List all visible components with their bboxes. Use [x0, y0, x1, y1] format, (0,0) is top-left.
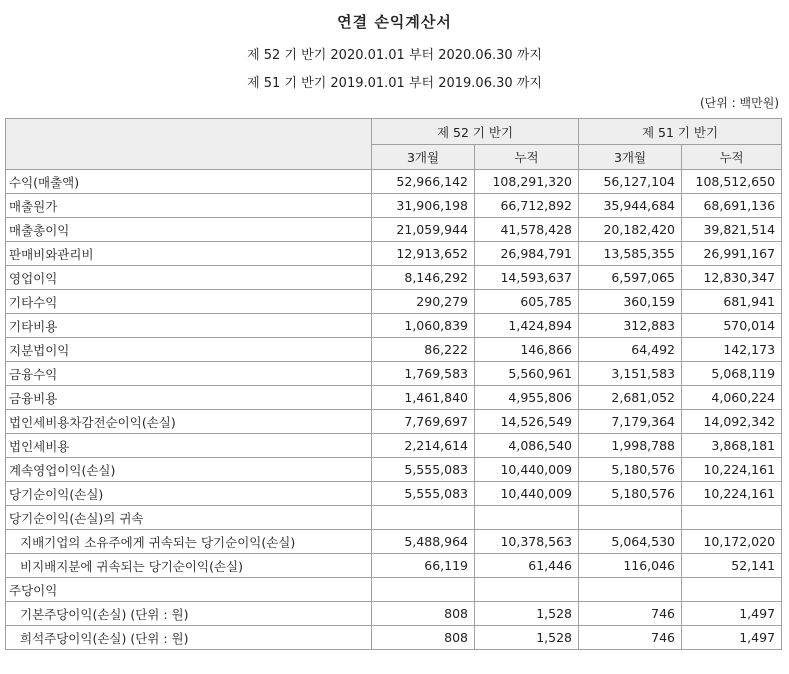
value-current-cumulative: 108,291,320 [475, 170, 579, 194]
period-prior: 제 51 기 반기 2019.01.01 부터 2019.06.30 까지 [247, 76, 542, 91]
header-corner-cell [6, 119, 372, 170]
value-prior-3months: 116,046 [579, 554, 682, 578]
value-prior-3months: 64,492 [579, 338, 682, 362]
income-statement-table [5, 118, 782, 650]
value-prior-cumulative: 1,497 [682, 602, 782, 626]
value-current-cumulative: 4,955,806 [475, 386, 579, 410]
value-current-3months: 1,060,839 [372, 314, 475, 338]
page-title: 연결 손익계산서 [337, 13, 452, 31]
table-row [6, 386, 782, 410]
value-prior-cumulative: 3,868,181 [682, 434, 782, 458]
table-row [6, 290, 782, 314]
table-row [6, 626, 782, 650]
table-row [6, 602, 782, 626]
value-prior-cumulative: 10,224,161 [682, 482, 782, 506]
value-prior-3months: 20,182,420 [579, 218, 682, 242]
table-row [6, 506, 782, 530]
value-current-cumulative: 5,560,961 [475, 362, 579, 386]
value-current-3months: 290,279 [372, 290, 475, 314]
header-current-cumulative: 누적 [475, 145, 579, 170]
value-prior-3months: 6,597,065 [579, 266, 682, 290]
value-prior-3months: 1,998,788 [579, 434, 682, 458]
value-current-cumulative: 1,424,894 [475, 314, 579, 338]
row-label: 매출원가 [6, 194, 372, 218]
value-current-3months: 31,906,198 [372, 194, 475, 218]
value-current-3months: 5,555,083 [372, 482, 475, 506]
table-row [6, 338, 782, 362]
value-prior-3months: 5,180,576 [579, 482, 682, 506]
table-row [6, 242, 782, 266]
value-prior-cumulative [682, 506, 782, 530]
value-prior-cumulative: 681,941 [682, 290, 782, 314]
row-label: 지배기업의 소유주에게 귀속되는 당기순이익(손실) [6, 530, 372, 554]
row-label: 금융비용 [6, 386, 372, 410]
value-current-3months: 8,146,292 [372, 266, 475, 290]
value-current-3months: 2,214,614 [372, 434, 475, 458]
row-label: 지분법이익 [6, 338, 372, 362]
row-label: 주당이익 [6, 578, 372, 602]
value-current-3months: 7,769,697 [372, 410, 475, 434]
value-prior-3months: 35,944,684 [579, 194, 682, 218]
value-prior-cumulative: 5,068,119 [682, 362, 782, 386]
value-prior-cumulative: 39,821,514 [682, 218, 782, 242]
value-prior-cumulative: 26,991,167 [682, 242, 782, 266]
value-current-3months: 808 [372, 626, 475, 650]
value-prior-3months: 13,585,355 [579, 242, 682, 266]
value-prior-cumulative: 10,224,161 [682, 458, 782, 482]
value-current-3months [372, 506, 475, 530]
value-prior-cumulative: 570,014 [682, 314, 782, 338]
header-current-3months: 3개월 [372, 145, 475, 170]
value-current-3months: 52,966,142 [372, 170, 475, 194]
value-current-3months: 5,488,964 [372, 530, 475, 554]
value-prior-3months: 360,159 [579, 290, 682, 314]
value-prior-cumulative: 4,060,224 [682, 386, 782, 410]
table-row [6, 194, 782, 218]
row-label: 당기순이익(손실)의 귀속 [6, 506, 372, 530]
row-label: 매출총이익 [6, 218, 372, 242]
value-prior-3months: 746 [579, 626, 682, 650]
value-prior-cumulative: 14,092,342 [682, 410, 782, 434]
row-label: 비지배지분에 귀속되는 당기순이익(손실) [6, 554, 372, 578]
row-label: 판매비와관리비 [6, 242, 372, 266]
value-current-3months: 66,119 [372, 554, 475, 578]
row-label: 기본주당이익(손실) (단위 : 원) [6, 602, 372, 626]
row-label: 기타비용 [6, 314, 372, 338]
value-current-cumulative: 10,440,009 [475, 458, 579, 482]
row-label: 당기순이익(손실) [6, 482, 372, 506]
value-current-cumulative: 1,528 [475, 602, 579, 626]
value-prior-3months: 7,179,364 [579, 410, 682, 434]
value-current-cumulative: 1,528 [475, 626, 579, 650]
table-row [6, 530, 782, 554]
value-current-cumulative: 146,866 [475, 338, 579, 362]
value-current-3months: 21,059,944 [372, 218, 475, 242]
value-current-cumulative: 605,785 [475, 290, 579, 314]
value-prior-cumulative: 52,141 [682, 554, 782, 578]
value-current-3months: 1,461,840 [372, 386, 475, 410]
row-label: 금융수익 [6, 362, 372, 386]
value-prior-3months: 5,064,530 [579, 530, 682, 554]
table-row [6, 458, 782, 482]
header-period-prior: 제 51 기 반기 [579, 119, 782, 145]
value-prior-cumulative: 12,830,347 [682, 266, 782, 290]
table-row [6, 482, 782, 506]
value-current-3months: 1,769,583 [372, 362, 475, 386]
header-prior-3months: 3개월 [579, 145, 682, 170]
value-current-cumulative [475, 506, 579, 530]
table-row [6, 410, 782, 434]
table-row [6, 578, 782, 602]
value-prior-3months: 2,681,052 [579, 386, 682, 410]
header-period-current: 제 52 기 반기 [372, 119, 579, 145]
table-row [6, 170, 782, 194]
row-label: 법인세비용차감전순이익(손실) [6, 410, 372, 434]
value-current-cumulative: 14,593,637 [475, 266, 579, 290]
header-row-periods [6, 119, 782, 145]
table-row [6, 218, 782, 242]
table-row [6, 362, 782, 386]
header-prior-cumulative: 누적 [682, 145, 782, 170]
row-label: 희석주당이익(손실) (단위 : 원) [6, 626, 372, 650]
value-current-3months: 86,222 [372, 338, 475, 362]
value-current-cumulative: 4,086,540 [475, 434, 579, 458]
value-prior-cumulative: 1,497 [682, 626, 782, 650]
value-prior-3months [579, 578, 682, 602]
row-label: 기타수익 [6, 290, 372, 314]
table-row [6, 434, 782, 458]
value-prior-3months: 5,180,576 [579, 458, 682, 482]
unit-label: (단위 : 백만원) [700, 96, 779, 110]
value-current-3months: 5,555,083 [372, 458, 475, 482]
value-prior-cumulative: 108,512,650 [682, 170, 782, 194]
value-prior-cumulative: 142,173 [682, 338, 782, 362]
table-body [6, 170, 782, 650]
value-current-cumulative: 14,526,549 [475, 410, 579, 434]
value-current-cumulative: 41,578,428 [475, 218, 579, 242]
period-current: 제 52 기 반기 2020.01.01 부터 2020.06.30 까지 [247, 48, 542, 63]
value-current-3months: 808 [372, 602, 475, 626]
value-prior-cumulative: 68,691,136 [682, 194, 782, 218]
value-prior-3months: 3,151,583 [579, 362, 682, 386]
row-label: 법인세비용 [6, 434, 372, 458]
value-prior-3months: 746 [579, 602, 682, 626]
value-current-cumulative: 66,712,892 [475, 194, 579, 218]
row-label: 계속영업이익(손실) [6, 458, 372, 482]
row-label: 영업이익 [6, 266, 372, 290]
value-current-3months: 12,913,652 [372, 242, 475, 266]
value-current-cumulative: 26,984,791 [475, 242, 579, 266]
value-current-cumulative: 61,446 [475, 554, 579, 578]
value-current-cumulative: 10,440,009 [475, 482, 579, 506]
value-current-cumulative [475, 578, 579, 602]
row-label: 수익(매출액) [6, 170, 372, 194]
value-prior-3months: 312,883 [579, 314, 682, 338]
table-row [6, 314, 782, 338]
value-prior-3months [579, 506, 682, 530]
table-row [6, 266, 782, 290]
value-current-cumulative: 10,378,563 [475, 530, 579, 554]
value-current-3months [372, 578, 475, 602]
value-prior-3months: 56,127,104 [579, 170, 682, 194]
table-row [6, 554, 782, 578]
value-prior-cumulative [682, 578, 782, 602]
value-prior-cumulative: 10,172,020 [682, 530, 782, 554]
